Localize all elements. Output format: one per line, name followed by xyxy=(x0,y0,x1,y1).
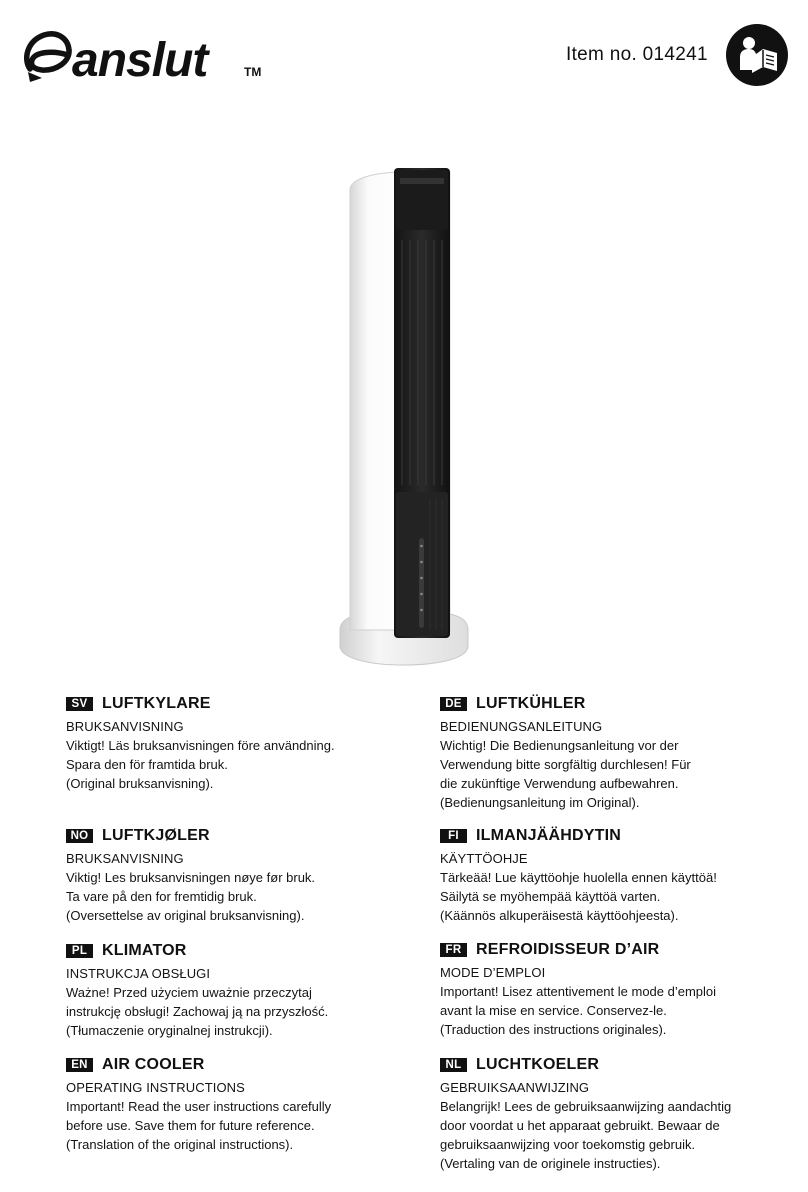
section-line: (Oversettelse av original bruksanvisning). xyxy=(66,908,305,923)
section-title-fi: ILMANJÄÄHDYTIN xyxy=(476,827,622,844)
language-code-fr: FR xyxy=(440,943,467,957)
section-nl xyxy=(440,1055,790,1173)
language-code-no: NO xyxy=(66,829,93,843)
section-subtitle-no: BRUKSANVISNING xyxy=(66,851,184,866)
section-pl xyxy=(66,941,416,1040)
section-line: (Translation of the original instructions). xyxy=(66,1137,294,1152)
section-line: before use. Save them for future reference. xyxy=(66,1118,315,1133)
section-fi xyxy=(440,826,790,925)
language-code-en: EN xyxy=(66,1058,93,1072)
section-line: (Original bruksanvisning). xyxy=(66,776,214,791)
section-line: Säilytä se myöhempää käyttöä varten. xyxy=(440,889,661,904)
section-subtitle-sv: BRUKSANVISNING xyxy=(66,719,184,734)
product-image-tower-cooler xyxy=(330,160,480,672)
section-line: Verwendung bitte sorgfältig durchlesen! Für xyxy=(440,757,691,772)
section-line: instrukcję obsługi! Zachowaj ją na przyszłość. xyxy=(66,1004,329,1019)
section-line: Wichtig! Die Bedienungsanleitung vor der xyxy=(440,738,679,753)
section-line: (Tłumaczenie oryginalnej instrukcji). xyxy=(66,1023,273,1038)
trademark: TM xyxy=(244,65,262,79)
section-subtitle-pl: INSTRUKCJA OBSŁUGI xyxy=(66,966,211,981)
section-en xyxy=(66,1055,416,1154)
section-line: avant la mise en service. Conservez-le. xyxy=(440,1003,667,1018)
section-no xyxy=(66,826,416,925)
section-line: Tärkeää! Lue käyttöohje huolella ennen käyttöä! xyxy=(440,870,717,885)
section-de xyxy=(440,694,790,812)
section-title-no: LUFTKJØLER xyxy=(102,827,210,844)
section-subtitle-nl: GEBRUIKSAANWIJZING xyxy=(440,1080,590,1095)
section-title-pl: KLIMATOR xyxy=(102,942,187,959)
section-subtitle-en: OPERATING INSTRUCTIONS xyxy=(66,1080,245,1095)
section-subtitle-fi: KÄYTTÖOHJE xyxy=(440,851,528,866)
section-line: Ważne! Przed użyciem uważnie przeczytaj xyxy=(66,985,312,1000)
section-line: door voordat u het apparaat gebruikt. Bewaar de xyxy=(440,1118,720,1133)
language-code-pl: PL xyxy=(66,944,93,958)
section-line: Viktigt! Läs bruksanvisningen före användning. xyxy=(66,738,335,753)
language-code-sv: SV xyxy=(66,697,93,711)
section-title-de: LUFTKÜHLER xyxy=(476,695,586,712)
language-code-fi: FI xyxy=(440,829,467,843)
brand-logo xyxy=(22,28,272,86)
section-line: Belangrijk! Lees de gebruiksaanwijzing aandachtig xyxy=(440,1099,732,1114)
section-line: die zukünftige Verwendung aufbewahren. xyxy=(440,776,679,791)
brand-name: anslut xyxy=(72,34,208,86)
section-line: (Bedienungsanleitung im Original). xyxy=(440,795,640,810)
section-line: Important! Read the user instructions carefully xyxy=(66,1099,332,1114)
section-line: Viktig! Les bruksanvisningen nøye før bruk. xyxy=(66,870,316,885)
section-title-fr: REFROIDISSEUR D’AIR xyxy=(476,941,660,958)
section-title-sv: LUFTKYLARE xyxy=(102,695,211,712)
language-code-de: DE xyxy=(440,697,467,711)
section-line: (Traduction des instructions originales). xyxy=(440,1022,667,1037)
language-code-nl: NL xyxy=(440,1058,467,1072)
section-subtitle-fr: MODE D’EMPLOI xyxy=(440,965,546,980)
section-line: (Vertaling van de originele instructies). xyxy=(440,1156,661,1171)
section-line: Spara den för framtida bruk. xyxy=(66,757,228,772)
section-title-nl: LUCHTKOELER xyxy=(476,1056,600,1073)
section-line: gebruiksaanwijzing voor toekomstig gebruik. xyxy=(440,1137,696,1152)
section-title-en: AIR COOLER xyxy=(102,1056,205,1073)
section-sv xyxy=(66,694,416,793)
brand-mark-icon xyxy=(27,34,69,82)
read-manual-icon xyxy=(725,23,789,87)
item-number: Item no. 014241 xyxy=(566,44,708,65)
section-line: Ta vare på den for fremtidig bruk. xyxy=(66,889,257,904)
section-line: Important! Lisez attentivement le mode d’emploi xyxy=(440,984,717,999)
section-subtitle-de: BEDIENUNGSANLEITUNG xyxy=(440,719,603,734)
section-line: (Käännös alkuperäisestä käyttöohjeesta). xyxy=(440,908,679,923)
section-fr xyxy=(440,940,790,1039)
